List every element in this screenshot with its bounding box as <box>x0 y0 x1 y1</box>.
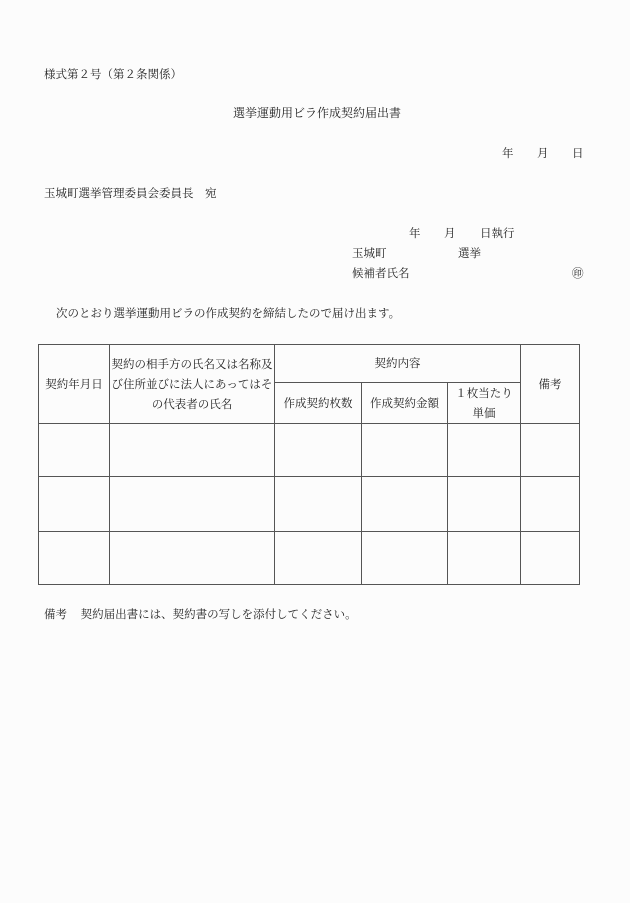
seal-icon: ㊞ <box>572 266 584 280</box>
election-day-exec-label: 日執行 <box>480 226 515 240</box>
note-label: 備考 <box>44 607 67 621</box>
cell-amount[interactable] <box>362 477 448 532</box>
cell-contract-date[interactable] <box>39 477 110 532</box>
addressee: 玉城町選挙管理委員会委員長 宛 <box>44 186 217 200</box>
cell-remarks[interactable] <box>521 532 580 585</box>
cell-quantity[interactable] <box>275 424 362 477</box>
table-row <box>39 424 580 477</box>
submission-day-label: 日 <box>572 146 584 160</box>
cell-amount[interactable] <box>362 532 448 585</box>
election-month-label: 月 <box>444 226 456 240</box>
cell-counterparty[interactable] <box>110 532 275 585</box>
submission-month-label: 月 <box>537 146 549 160</box>
contract-table <box>38 344 580 585</box>
cell-contract-date[interactable] <box>39 424 110 477</box>
header-contract-date: 契約年月日 <box>39 345 110 424</box>
header-unit-price-line2: 単価 <box>472 406 496 421</box>
header-unit-price-line1: １枚当たり <box>455 386 513 400</box>
cell-counterparty[interactable] <box>110 477 275 532</box>
document-title: 選挙運動用ビラ作成契約届出書 <box>233 106 402 120</box>
cell-unit-price[interactable] <box>448 532 521 585</box>
election-type-label: 選挙 <box>458 246 481 260</box>
election-year-label: 年 <box>409 226 421 240</box>
cell-remarks[interactable] <box>521 424 580 477</box>
header-unit-price <box>448 383 521 424</box>
cell-amount[interactable] <box>362 424 448 477</box>
town-label: 玉城町 <box>352 246 387 260</box>
header-remarks: 備考 <box>521 345 580 424</box>
statement: 次のとおり選挙運動用ビラの作成契約を締結したので届け出ます。 <box>56 306 401 320</box>
cell-unit-price[interactable] <box>448 424 521 477</box>
form-number: 様式第２号（第２条関係） <box>44 67 182 81</box>
submission-year-label: 年 <box>502 146 514 160</box>
table-row <box>39 532 580 585</box>
cell-contract-date[interactable] <box>39 532 110 585</box>
footer-note <box>44 609 357 621</box>
candidate-name-label: 候補者氏名 <box>352 266 410 280</box>
cell-remarks[interactable] <box>521 477 580 532</box>
note-text: 契約届出書には、契約書の写しを添付してください。 <box>80 607 357 621</box>
cell-unit-price[interactable] <box>448 477 521 532</box>
header-contract-details: 契約内容 <box>275 345 521 383</box>
header-amount: 作成契約金額 <box>362 383 448 424</box>
cell-quantity[interactable] <box>275 532 362 585</box>
cell-quantity[interactable] <box>275 477 362 532</box>
table-row <box>39 477 580 532</box>
cell-counterparty[interactable] <box>110 424 275 477</box>
header-counterparty: 契約の相手方の氏名又は名称及び住所並びに法人にあってはその代表者の氏名 <box>110 345 275 424</box>
header-quantity: 作成契約枚数 <box>275 383 362 424</box>
